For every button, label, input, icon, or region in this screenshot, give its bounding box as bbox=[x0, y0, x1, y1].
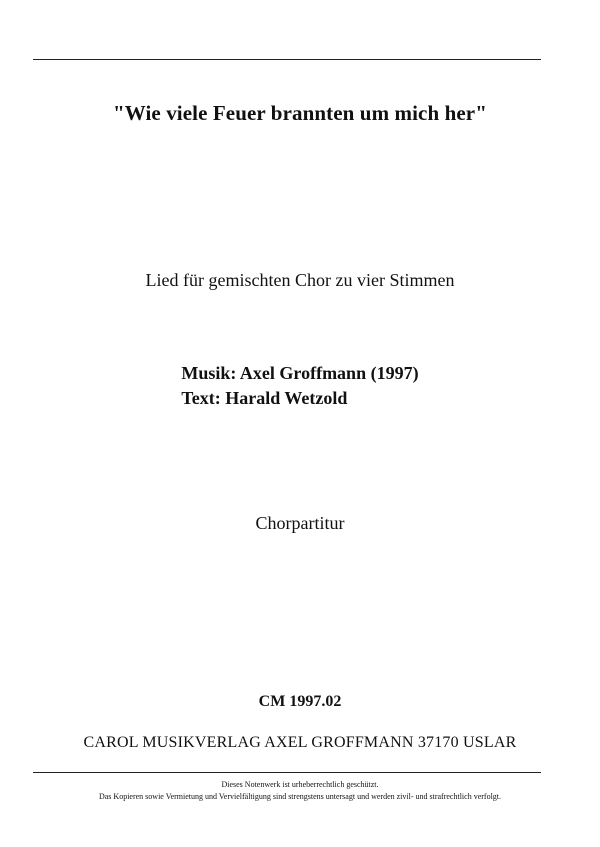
credits-block bbox=[0, 361, 600, 411]
copyright-notice: Dieses Notenwerk ist urheberrechtlich geschützt. bbox=[221, 780, 379, 789]
copying-prohibition-notice: Das Kopieren sowie Vermietung und Vervielfältigung sind strengstens untersagt und werden zivil- und strafrechtlich verfolgt. bbox=[98, 792, 502, 801]
subtitle: Lied für gemischten Chor zu vier Stimmen bbox=[145, 270, 455, 290]
music-credit: Musik: Axel Groffmann (1997) bbox=[181, 363, 419, 383]
score-type: Chorpartitur bbox=[255, 513, 345, 533]
publisher-line: CAROL MUSIKVERLAG AXEL GROFFMANN 37170 USLAR bbox=[83, 734, 517, 751]
text-credit: Text: Harald Wetzold bbox=[181, 388, 348, 408]
bottom-divider bbox=[33, 772, 541, 773]
page-title: "Wie viele Feuer brannten um mich her" bbox=[113, 101, 487, 125]
top-divider bbox=[33, 59, 541, 60]
catalog-number: CM 1997.02 bbox=[258, 693, 342, 710]
